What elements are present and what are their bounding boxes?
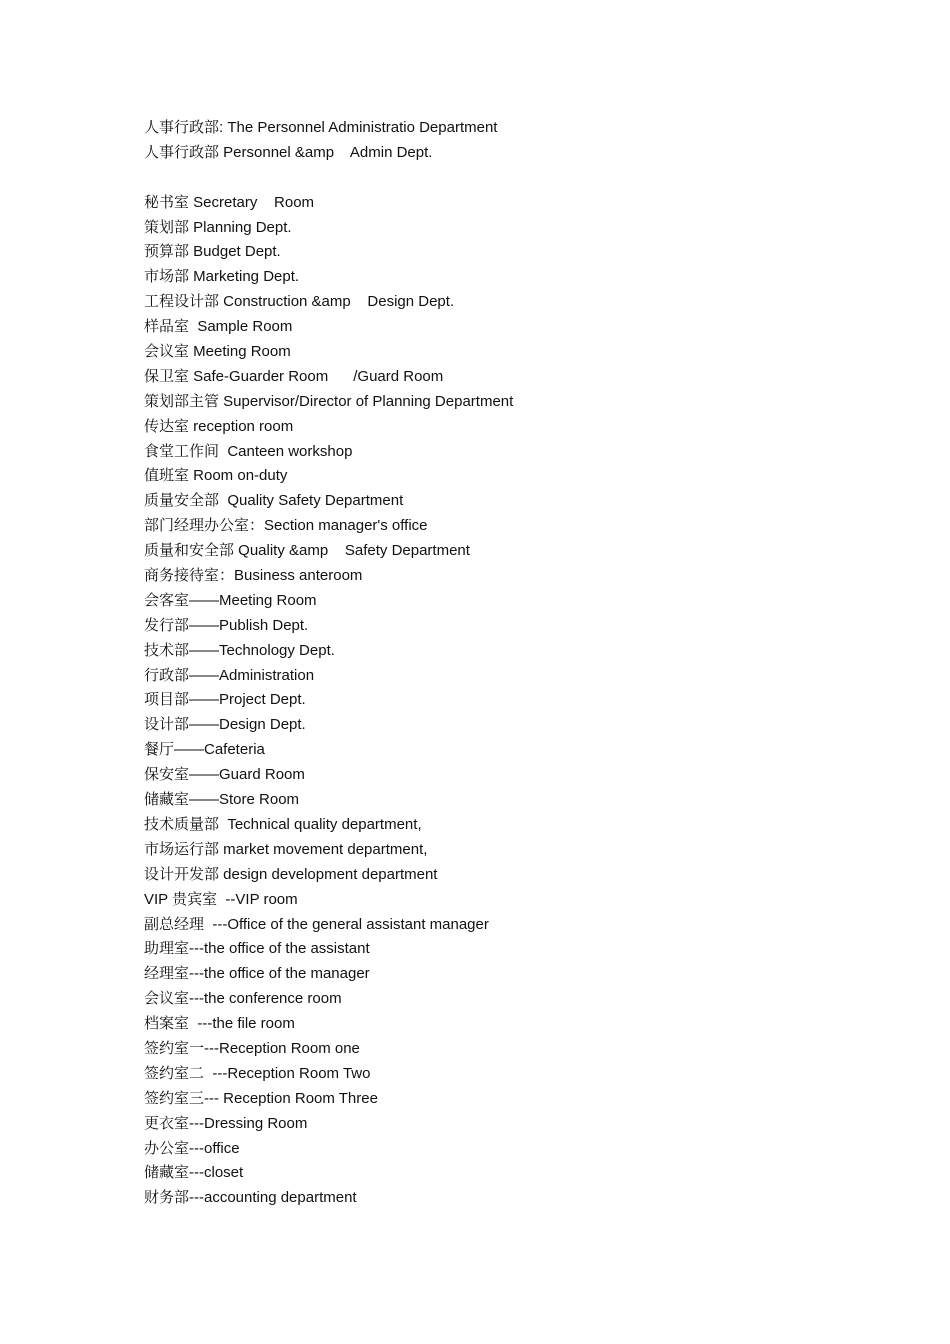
text-line: 保卫室 Safe-Guarder Room /Guard Room: [144, 367, 444, 385]
text-line: 人事行政部 Personnel &amp Admin Dept.: [144, 143, 433, 161]
text-line: 工程设计部 Construction &amp Design Dept.: [144, 293, 455, 311]
text-line: 项目部——Project Dept.: [144, 691, 306, 709]
text-line: 财务部---accounting department: [144, 1189, 357, 1207]
text-line: 设计开发部 design development department: [144, 865, 438, 883]
text-line: 签约室二 ---Reception Room Two: [144, 1064, 371, 1082]
text-line: 部门经理办公室：Section manager's office: [144, 517, 428, 535]
text-line: 行政部——Administration: [144, 666, 315, 684]
text-line: 技术部——Technology Dept.: [144, 641, 335, 659]
text-line: 会客室——Meeting Room: [144, 591, 317, 609]
text-line: 技术质量部 Technical quality department,: [144, 815, 422, 833]
text-line: 值班室 Room on-duty: [144, 467, 288, 485]
text-line: 质量安全部 Quality Safety Department: [144, 492, 404, 510]
text-line: 签约室一---Reception Room one: [144, 1039, 360, 1057]
text-line: 市场运行部 market movement department,: [144, 840, 428, 858]
text-line: 储藏室---closet: [144, 1164, 244, 1182]
text-line: 人事行政部: The Personnel Administratio Department: [144, 119, 498, 136]
text-line: 策划部 Planning Dept.: [144, 218, 292, 236]
text-line: 传达室 reception room: [144, 417, 294, 435]
text-line: 秘书室 Secretary Room: [144, 193, 315, 211]
text-line: 预算部 Budget Dept.: [144, 243, 281, 261]
text-line: 食堂工作间 Canteen workshop: [144, 442, 353, 460]
document-body: [144, 116, 844, 1211]
text-line: 档案室 ---the file room: [144, 1015, 295, 1033]
text-line: 签约室三--- Reception Room Three: [144, 1089, 378, 1107]
text-line: 发行部——Publish Dept.: [144, 616, 309, 634]
text-line: 经理室---the office of the manager: [144, 965, 370, 983]
text-line: VIP 贵宾室 --VIP room: [144, 890, 298, 908]
text-line: 商务接待室：Business anteroom: [144, 567, 363, 585]
text-line: 设计部——Design Dept.: [144, 716, 306, 734]
text-line: 助理室---the office of the assistant: [144, 940, 370, 958]
text-line: 餐厅——Cafeteria: [144, 741, 265, 759]
text-line: 办公室---office: [144, 1139, 240, 1157]
text-line: 储藏室——Store Room: [144, 791, 300, 809]
text-line: 会议室---the conference room: [144, 990, 342, 1008]
text-line: 保安室——Guard Room: [144, 766, 305, 784]
text-line: 更衣室---Dressing Room: [144, 1114, 308, 1132]
text-line: 市场部 Marketing Dept.: [144, 268, 300, 286]
text-line: 策划部主管 Supervisor/Director of Planning Department: [144, 392, 514, 410]
text-line: 会议室 Meeting Room: [144, 343, 291, 361]
text-line: 样品室 Sample Room: [144, 318, 293, 336]
blank-line: [144, 166, 844, 191]
text-line: 副总经理 ---Office of the general assistant manager: [144, 915, 489, 933]
text-line: 质量和安全部 Quality &amp Safety Department: [144, 542, 470, 560]
